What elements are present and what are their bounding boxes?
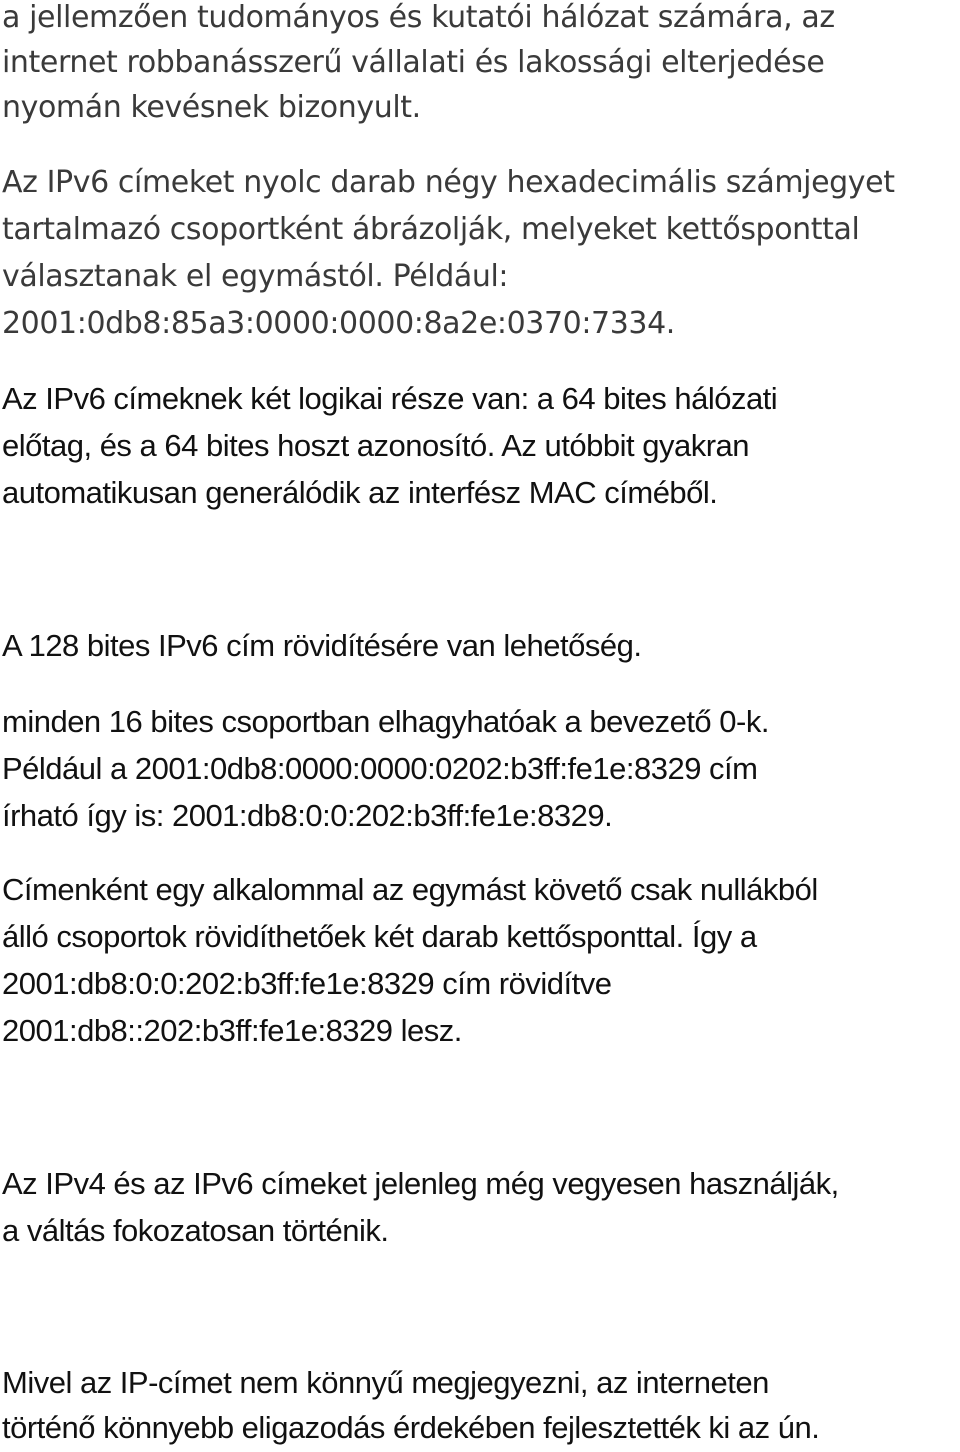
text-line: Például a 2001:0db8:0000:0000:0202:b3ff:fe1e:8329 cím (2, 751, 758, 786)
text-line: választanak el egymástól. Például: (2, 259, 509, 294)
text-line: előtag, és a 64 bites hoszt azonosító. Az utóbbit gyakran (2, 428, 749, 463)
text-line: 2001:db8:0:0:202:b3ff:fe1e:8329 cím rövidítve (2, 966, 612, 1001)
text-line: internet robbanásszerű vállalati és lakossági elterjedése (2, 45, 825, 80)
text-line: tartalmazó csoportként ábrázolják, melyeket kettősponttal (2, 212, 860, 247)
text-line: Az IPv6 címeket nyolc darab négy hexadecimális számjegyet (2, 165, 895, 200)
text-line: 2001:0db8:85a3:0000:0000:8a2e:0370:7334. (2, 306, 675, 341)
text-line: történő könnyebb eligazodás érdekében fejlesztették ki az ún. (2, 1410, 820, 1445)
text-line: Az IPv4 és az IPv6 címeket jelenleg még vegyesen használják, (2, 1166, 839, 1201)
text-line: Az IPv6 címeknek két logikai része van: a 64 bites hálózati (2, 381, 778, 416)
text-line: Címenként egy alkalommal az egymást követő csak nullákból (2, 872, 818, 907)
text-line: 2001:db8::202:b3ff:fe1e:8329 lesz. (2, 1013, 462, 1048)
text-line: A 128 bites IPv6 cím rövidítésére van lehetőség. (2, 628, 642, 663)
text-line: nyomán kevésnek bizonyult. (2, 90, 421, 125)
text-line: álló csoportok rövidíthetőek két darab kettősponttal. Így a (2, 919, 757, 954)
text-line: Mivel az IP-címet nem könnyű megjegyezni, az interneten (2, 1365, 769, 1400)
text-line: automatikusan generálódik az interfész MAC címéből. (2, 475, 718, 510)
text-line: a jellemzően tudományos és kutatói hálózat számára, az (2, 0, 835, 35)
text-line: a váltás fokozatosan történik. (2, 1213, 389, 1248)
text-line: minden 16 bites csoportban elhagyhatóak a bevezető 0-k. (2, 704, 769, 739)
text-line: írható így is: 2001:db8:0:0:202:b3ff:fe1e:8329. (2, 798, 613, 833)
